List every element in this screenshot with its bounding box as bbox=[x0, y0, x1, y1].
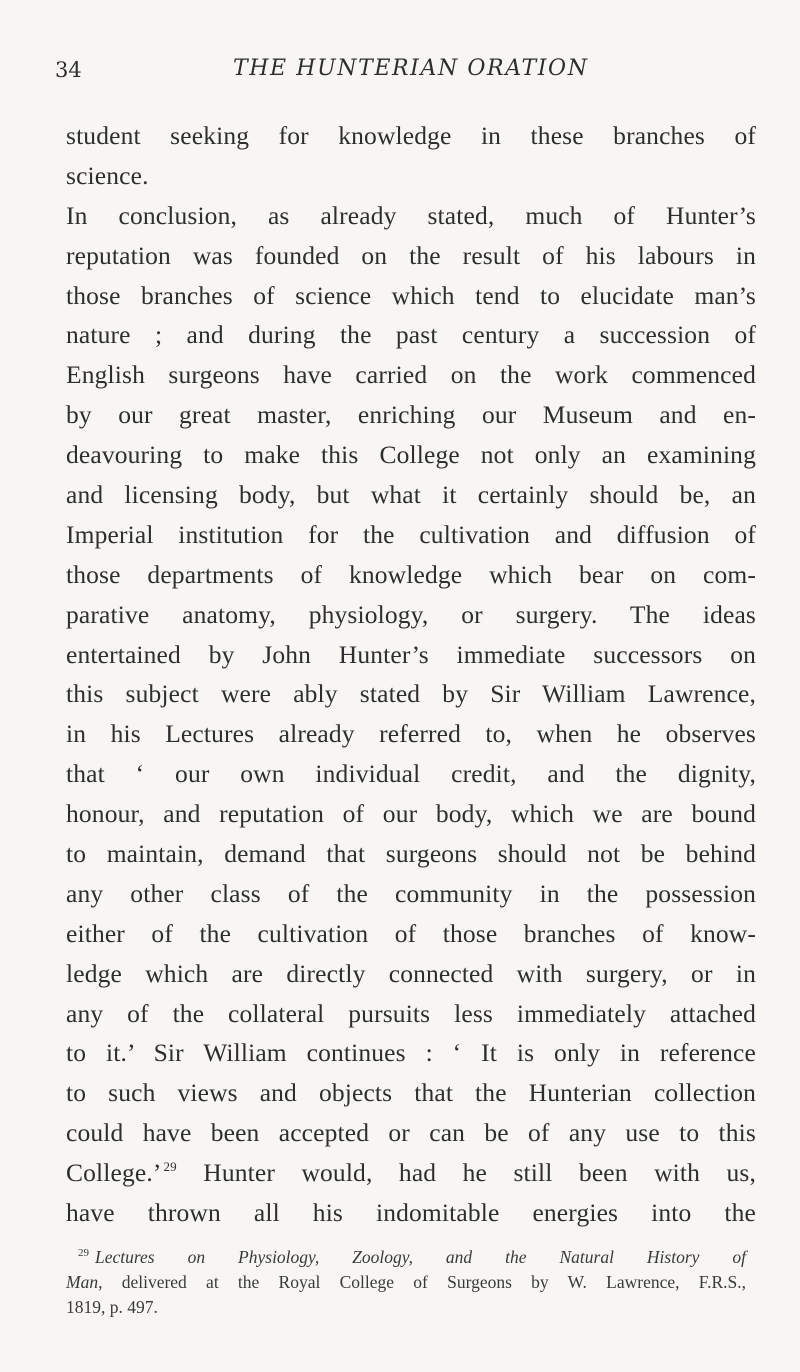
footnote-line: 1819, p. 497. bbox=[66, 1297, 158, 1317]
line-text: Hunter would, had he still been with us, bbox=[176, 1158, 756, 1188]
body-line: any of the collateral pursuits less immediately attached bbox=[66, 998, 756, 1028]
footnote-number: 29 bbox=[78, 1247, 89, 1259]
body-line: any other class of the community in the possession bbox=[66, 878, 756, 908]
body-text bbox=[66, 116, 756, 1233]
footnote-line bbox=[66, 1245, 746, 1270]
body-line: to it.’ Sir William continues : ‘ It is only in reference bbox=[66, 1038, 756, 1068]
body-line: science. bbox=[66, 160, 149, 190]
body-line: those departments of knowledge which bear on com- bbox=[66, 559, 756, 589]
footnote-reference[interactable]: 29 bbox=[163, 1159, 177, 1175]
body-line: ledge which are directly connected with surgery, or in bbox=[66, 958, 756, 988]
body-line: reputation was founded on the result of his labours in bbox=[66, 240, 756, 270]
running-head-title: THE HUNTERIAN ORATION bbox=[233, 56, 589, 81]
body-line: student seeking for knowledge in these branches of bbox=[66, 121, 756, 150]
body-line: entertained by John Hunter’s immediate successors on bbox=[66, 639, 756, 669]
footnote-title: Lectures on Physiology, Zoology, and the Natural History of bbox=[95, 1247, 746, 1267]
body-line: deavouring to make this College not only an examining bbox=[66, 440, 756, 470]
body-line: have thrown all his indomitable energies into the bbox=[66, 1198, 756, 1228]
footnote-title: Man, bbox=[66, 1272, 103, 1292]
body-line: honour, and reputation of our body, which we are bound bbox=[66, 799, 756, 829]
body-line: nature ; and during the past century a succession of bbox=[66, 320, 756, 350]
body-line: Imperial institution for the cultivation and diffusion of bbox=[66, 519, 756, 549]
body-line: and licensing body, but what it certainly should be, an bbox=[66, 480, 756, 510]
body-line: In conclusion, as already stated, much of Hunter’s bbox=[66, 200, 756, 230]
footnote-line bbox=[66, 1270, 746, 1295]
body-line: to maintain, demand that surgeons should not be behind bbox=[66, 839, 756, 869]
footnote-text: delivered at the Royal College of Surgeons by W. Lawrence, F.R.S., bbox=[102, 1272, 746, 1292]
body-line: could have been accepted or can be of any use to this bbox=[66, 1118, 756, 1148]
body-line: those branches of science which tend to elucidate man’s bbox=[66, 280, 756, 310]
body-line: in his Lectures already referred to, when he observes bbox=[66, 719, 756, 749]
line-text: College.’ bbox=[66, 1158, 162, 1188]
body-line: to such views and objects that the Hunterian collection bbox=[66, 1078, 756, 1108]
body-line: by our great master, enriching our Museum and en- bbox=[66, 400, 756, 430]
body-line-with-footnote-ref bbox=[66, 1153, 756, 1193]
body-line: that ‘ our own individual credit, and the dignity, bbox=[66, 759, 756, 789]
running-header bbox=[55, 58, 755, 98]
body-line: parative anatomy, physiology, or surgery. The ideas bbox=[66, 599, 756, 629]
footnote bbox=[66, 1245, 746, 1320]
page-number: 34 bbox=[55, 58, 82, 82]
body-line: this subject were ably stated by Sir William Lawrence, bbox=[66, 679, 756, 709]
body-line: English surgeons have carried on the work commenced bbox=[66, 360, 756, 390]
body-line: either of the cultivation of those branches of know- bbox=[66, 918, 756, 948]
